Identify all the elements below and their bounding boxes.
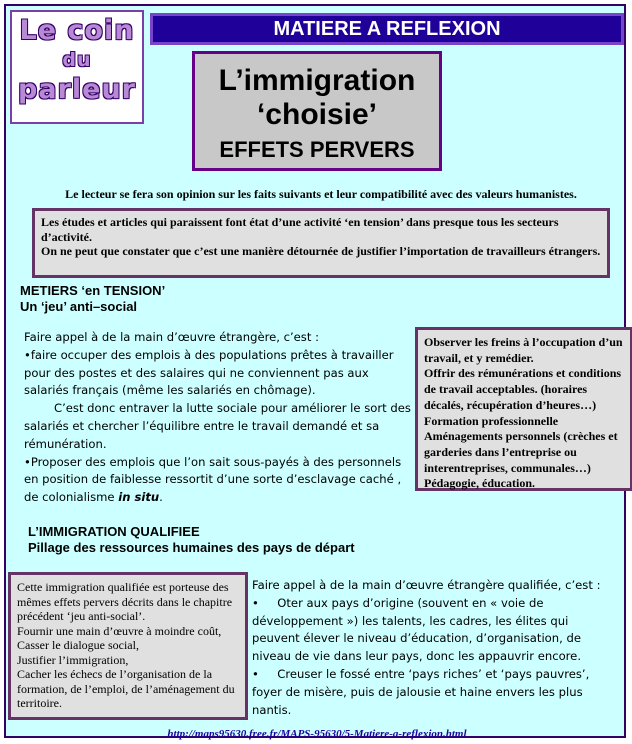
metiers-p4-emphasis: in situ (118, 490, 160, 505)
remedy-line: Pédagogie, éducation. (424, 476, 535, 491)
qualifiee-note-line: Casser le dialogue social, (17, 638, 139, 652)
logo-line-1: Le coin (19, 15, 135, 46)
section-metiers-title: METIERS ‘en TENSION’ (20, 283, 166, 298)
header-banner: MATIERE A REFLEXION (150, 13, 624, 45)
remedy-line: Aménagements personnels (crèches et garderies dans l’entreprise ou interentreprises, communales…) (424, 429, 618, 475)
note-remedies-box (415, 327, 632, 491)
title-box (192, 51, 442, 171)
metiers-p2: •faire occuper des emplois à des populations prêtes à travailler pour des postes et des salaires qui ne conviennent pas aux salariés français (même les salariés en chômage). (24, 347, 394, 398)
section-qualifiee-body (252, 577, 612, 719)
title-subtitle: EFFETS PERVERS (219, 137, 415, 162)
note-tension-box (32, 208, 610, 278)
section-qualifiee-subtitle: Pillage des ressources humaines des pays de départ (28, 540, 355, 555)
logo-line-3: parleur (18, 74, 136, 105)
title-line-1: L’immigration (218, 64, 416, 97)
remedy-line: Offrir des rémunérations et conditions de travail acceptables. (horaires décalés, récupération d’heures…) (424, 366, 622, 412)
qualifiee-note-line: Justifier l’immigration, (17, 652, 129, 667)
section-qualifiee-title: L’IMMIGRATION QUALIFIEE (28, 524, 200, 539)
metiers-p4-text: •Proposer des emplois que l’on sait sous-payés à des personnels en position de faiblesse ressortit d’une sorte d’esclavage caché , de colonialisme (24, 454, 402, 505)
qualifiee-p1: Faire appel à de la main d’œuvre étrangère qualifiée, c’est : (252, 578, 601, 592)
footer-url-link[interactable]: http://maps95630.free.fr/MAPS-95630/5-Matiere-a-reflexion.html (167, 728, 467, 740)
remedy-line: Observer les freins à l’occupation d’un travail, et y remédier. (424, 335, 623, 365)
logo (10, 10, 144, 124)
section-metiers-body (24, 329, 416, 507)
metiers-p4 (24, 454, 416, 507)
title-line-2: ‘choisie’ (256, 98, 378, 131)
page-frame (4, 4, 626, 738)
intro-text: Le lecteur se fera son opinion sur les faits suivants et leur compatibilité avec des valeurs humanistes. (65, 187, 577, 201)
section-qualifiee-heading (28, 524, 355, 556)
metiers-p4-end: . (159, 490, 163, 505)
qualifiee-note-line: Fournir une main d’œuvre à moindre coût, (17, 623, 222, 638)
note-tension-p2: On ne peut que constater que c’est une manière détournée de justifier l’importation de travailleurs étrangers. (41, 244, 601, 258)
note-qualifiee-box (8, 572, 248, 720)
logo-line-2: du (62, 49, 92, 71)
qualifiee-p2: • Oter aux pays d’origine (souvent en « voie de développement ») les talents, les cadres, les élites qui peuvent élever le niveau d’éducation, d’organisation, de niveau de vie dans leur pays, donc les appauvrir encore. (252, 595, 582, 664)
metiers-p1: Faire appel à de la main d’œuvre étrangère, c’est : (24, 330, 319, 344)
section-metiers-subtitle: Un ‘jeu’ anti–social (20, 299, 138, 314)
note-tension-p1: Les études et articles qui paraissent font état d’une activité ‘en tension’ dans presque tous les secteurs d’activité. (41, 215, 559, 244)
qualifiee-note-line: Cacher les échecs de l’organisation de la formation, de l’emploi, de l’aménagement du territoire. (17, 667, 235, 710)
remedy-line: Formation professionnelle (424, 413, 559, 428)
section-metiers-heading (20, 283, 165, 315)
metiers-p3: C’est donc entraver la lutte sociale pour améliorer le sort des salariés et chercher l’équilibre entre le travail demandé et sa rémunération. (24, 401, 411, 451)
qualifiee-note-line: Cette immigration qualifiée est porteuse des mêmes effets pervers décrits dans le chapitre précédent ‘jeu anti-social’. (17, 580, 233, 623)
qualifiee-p3: • Creuser le fossé entre ‘pays riches’ et ‘pays pauvres’, foyer de misère, puis de jalousie et haine envers les plus nantis. (252, 666, 590, 717)
